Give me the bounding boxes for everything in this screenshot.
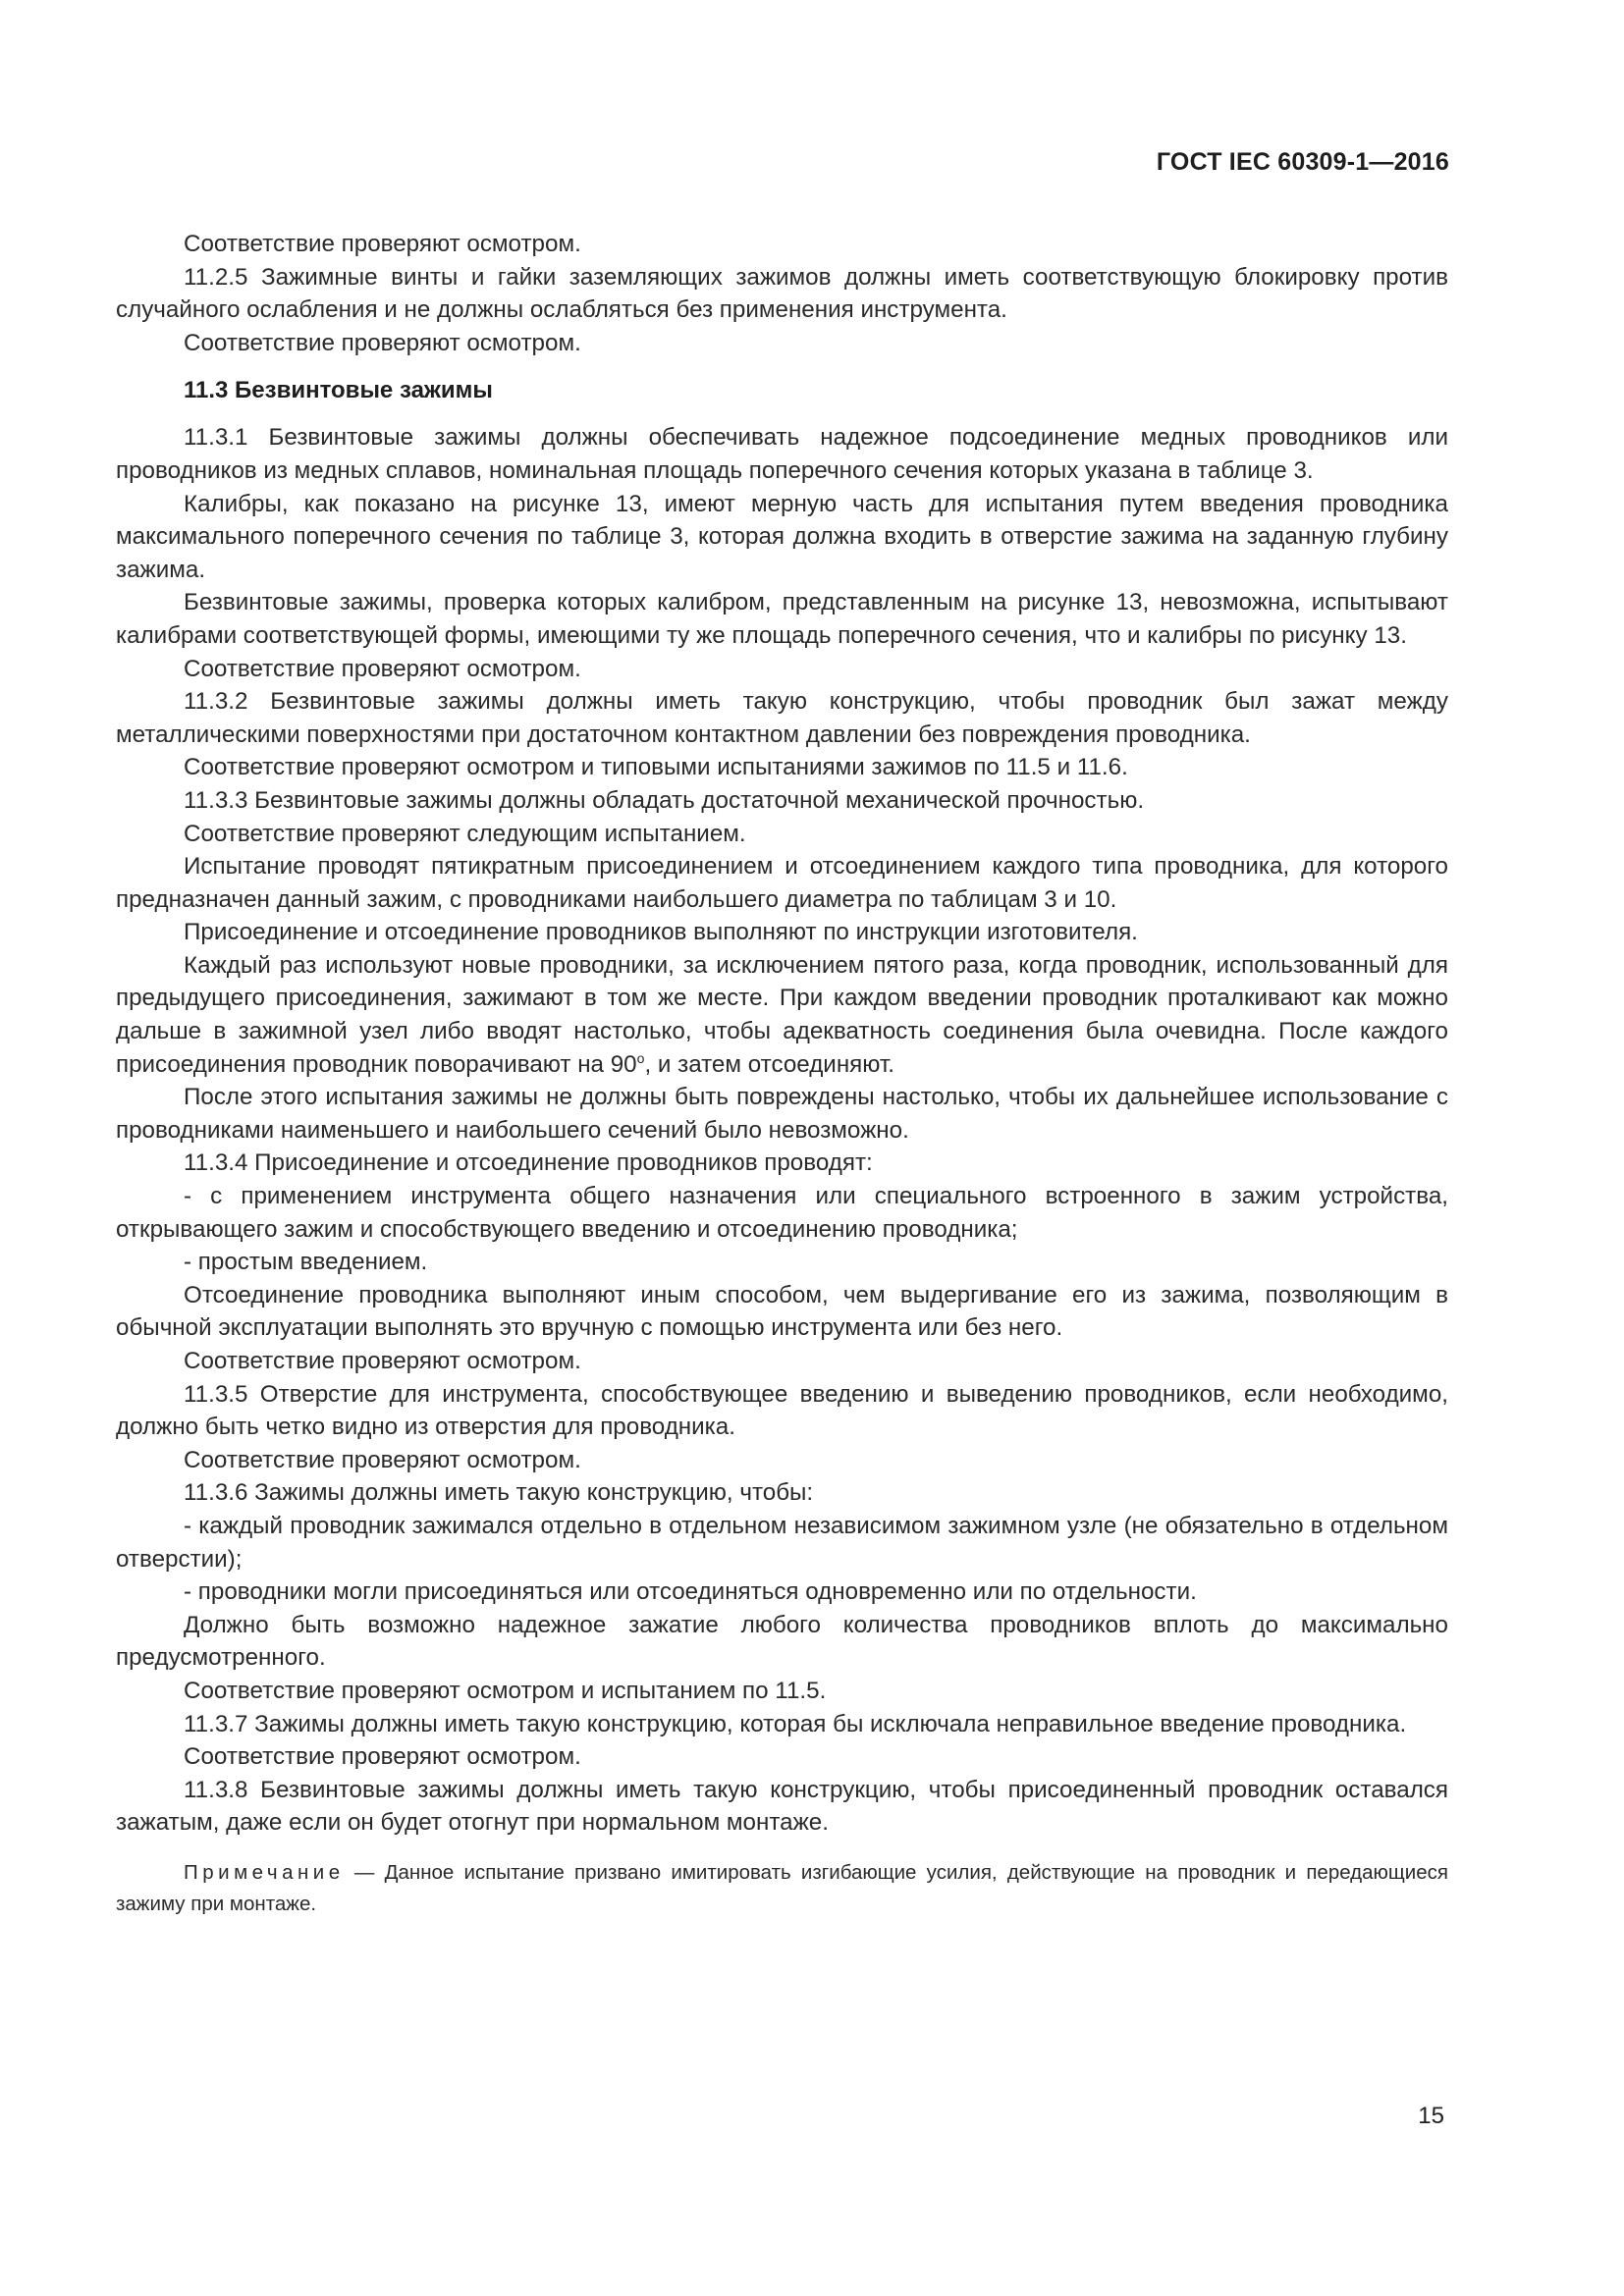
paragraph: 11.3.2 Безвинтовые зажимы должны иметь такую конструкцию, чтобы проводник был зажат между металлическими поверхностями при достаточном контактном давлении без повреждения проводника. xyxy=(116,688,1448,748)
list-item: - проводники могли присоединяться или отсоединяться одновременно или по отдельности. xyxy=(184,1578,1197,1606)
page-content xyxy=(116,228,1448,1920)
paragraph: 11.3.8 Безвинтовые зажимы должны иметь такую конструкцию, чтобы присоединенный проводник оставался зажатым, даже если он будет отогнут при нормальном монтаже. xyxy=(116,1776,1448,1837)
list-item: - каждый проводник зажимался отдельно в отдельном независимом зажимном узле (не обязательно в отдельном отверстии); xyxy=(116,1512,1448,1573)
paragraph: 11.2.5 Зажимные винты и гайки заземляющих зажимов должны иметь соответствующую блокировку против случайного ослабления и не должны ослабляться без применения инструмента. xyxy=(116,263,1448,324)
page-number: 15 xyxy=(1418,2103,1444,2129)
paragraph: Соответствие проверяют осмотром. xyxy=(184,655,581,682)
list-item: - простым введением. xyxy=(184,1249,428,1276)
note-label: Примечание xyxy=(184,1860,345,1884)
paragraph: 11.3.6 Зажимы должны иметь такую конструкцию, чтобы: xyxy=(184,1479,814,1507)
paragraph-tail: , и затем отсоединяют. xyxy=(644,1050,894,1078)
paragraph: 11.3.3 Безвинтовые зажимы должны обладать достаточной механической прочностью. xyxy=(184,786,1145,814)
paragraph-with-degree xyxy=(116,949,1448,1081)
paragraph-text: Каждый раз используют новые проводники, за исключением пятого раза, когда проводник, использованный для предыдущего присоединения, зажимают в том же месте. При каждом введении проводник проталкивают как можно дальше в зажимной узел либо вводят настолько, чтобы адекватность соединения была очевидна. После каждого присоединения проводник поворачивают на 90 xyxy=(116,951,1448,1078)
paragraph: 11.3.5 Отверстие для инструмента, способствующее введению и выведению проводников, если необходимо, должно быть четко видно из отверстия для проводника. xyxy=(116,1380,1448,1441)
section-heading: 11.3 Безвинтовые зажимы xyxy=(184,377,493,404)
paragraph: Соответствие проверяют осмотром и испытанием по 11.5. xyxy=(184,1677,827,1704)
paragraph: Должно быть возможно надежное зажатие любого количества проводников вплоть до максимально предусмотренного. xyxy=(116,1611,1448,1672)
note-block xyxy=(116,1857,1448,1920)
paragraph: Соответствие проверяют осмотром. xyxy=(184,329,581,356)
paragraph: 11.3.1 Безвинтовые зажимы должны обеспечивать надежное подсоединение медных проводников или проводников из медных сплавов, номинальная площадь поперечного сечения которых указана в таблице 3. xyxy=(116,424,1448,484)
paragraph: После этого испытания зажимы не должны быть повреждены настолько, чтобы их дальнейшее использование с проводниками наименьшего и наибольшего сечений было невозможно. xyxy=(116,1084,1448,1144)
paragraph: 11.3.4 Присоединение и отсоединение проводников проводят: xyxy=(184,1149,873,1177)
paragraph: Соответствие проверяют осмотром. xyxy=(184,231,581,257)
list-item: - с применением инструмента общего назначения или специального встроенного в зажим устройства, открывающего зажим и способствующего введению и отсоединению проводника; xyxy=(116,1183,1448,1243)
paragraph: 11.3.7 Зажимы должны иметь такую конструкцию, которая бы исключала неправильное введение проводника. xyxy=(184,1710,1407,1737)
paragraph: Испытание проводят пятикратным присоединением и отсоединением каждого типа проводника, для которого предназначен данный зажим, с проводниками наибольшего диаметра по таблицам 3 и 10. xyxy=(116,853,1448,913)
paragraph: Соответствие проверяют осмотром. xyxy=(184,1348,581,1374)
paragraph: Соответствие проверяют осмотром и типовыми испытаниями зажимов по 11.5 и 11.6. xyxy=(184,754,1128,781)
paragraph: Соответствие проверяют следующим испытанием. xyxy=(184,820,746,847)
standard-header: ГОСТ IEC 60309-1—2016 xyxy=(1156,148,1449,176)
paragraph: Соответствие проверяют осмотром. xyxy=(184,1743,581,1771)
paragraph: Безвинтовые зажимы, проверка которых калибром, представленным на рисунке 13, невозможна, испытывают калибрами соответствующей формы, имеющими ту же площадь поперечного сечения, что и калибры по рисунку 13. xyxy=(116,589,1448,649)
degree-sign: о xyxy=(636,1049,645,1066)
paragraph: Соответствие проверяют осмотром. xyxy=(184,1446,581,1473)
paragraph: Отсоединение проводника выполняют иным способом, чем выдергивание его из зажима, позволяющим в обычной эксплуатации выполнять это вручную с помощью инструмента или без него. xyxy=(116,1281,1448,1342)
paragraph: Калибры, как показано на рисунке 13, имеют мерную часть для испытания путем введения проводника максимального поперечного сечения по таблице 3, которая должна входить в отверстие зажима на заданную глубину зажима. xyxy=(116,490,1448,583)
paragraph: Присоединение и отсоединение проводников выполняют по инструкции изготовителя. xyxy=(184,919,1138,946)
note-text: — Данное испытание призвано имитировать изгибающие усилия, действующие на проводник и передающиеся зажиму при монтаже. xyxy=(116,1860,1448,1915)
